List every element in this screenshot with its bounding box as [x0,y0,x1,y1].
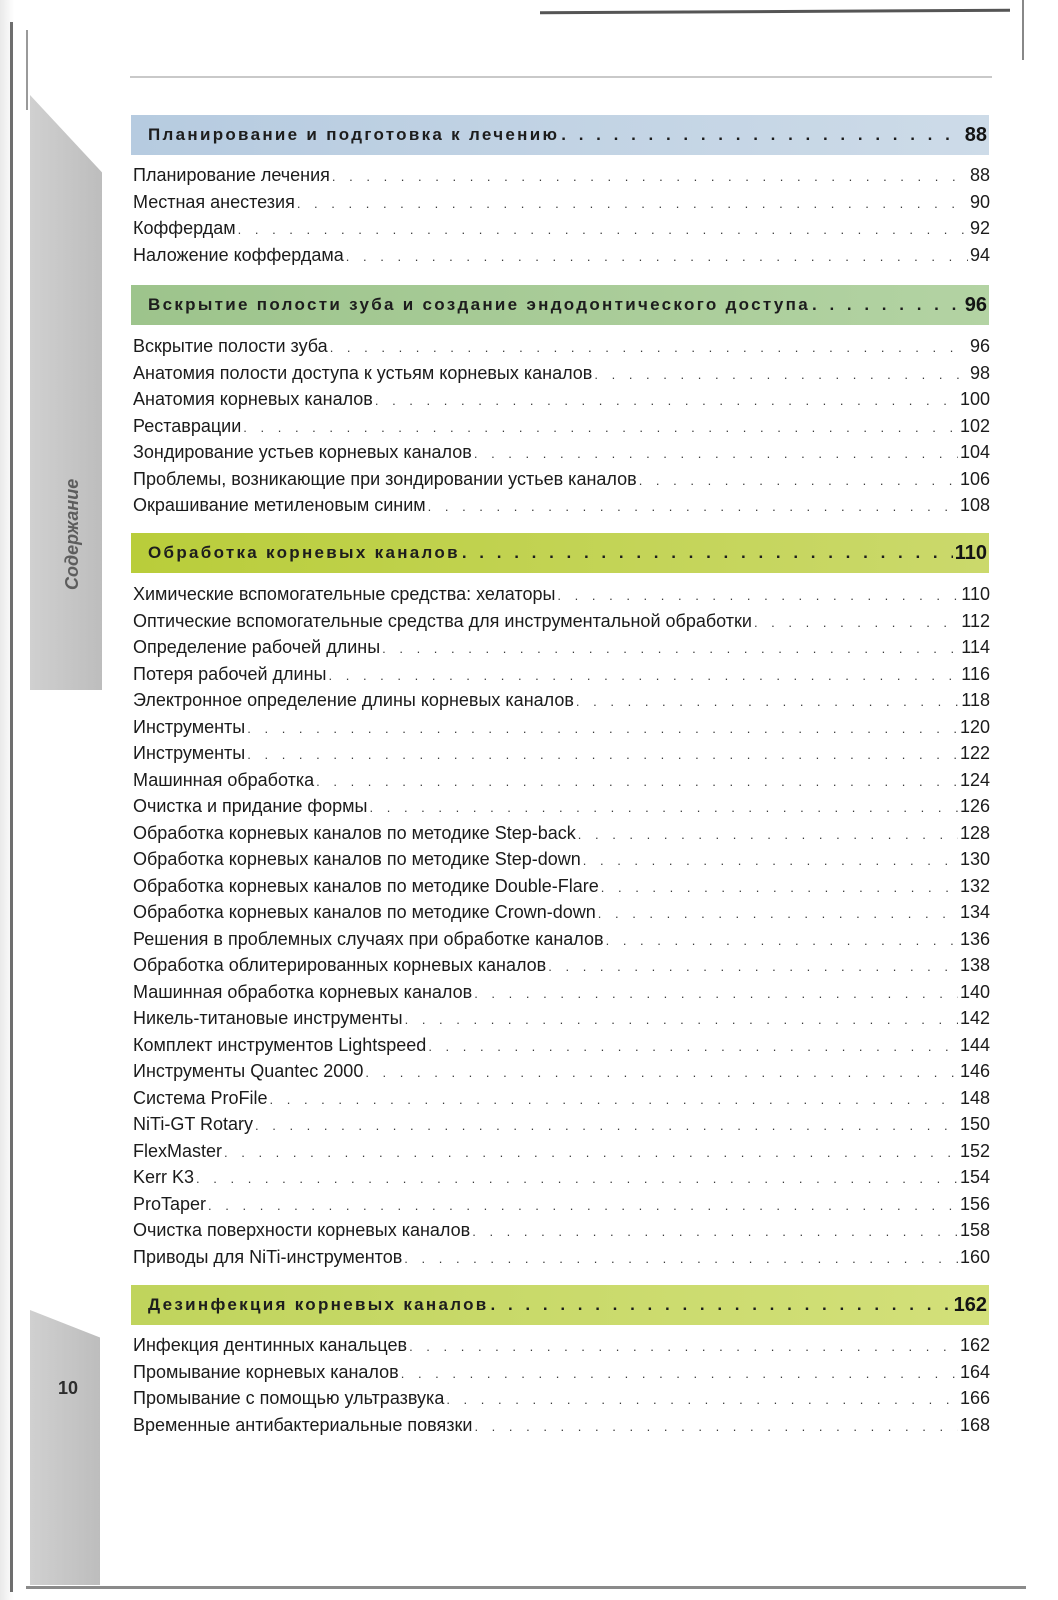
entry-page: 168 [959,1414,990,1435]
dot-leader [243,420,958,435]
toc-entry[interactable] [133,955,990,981]
entry-title: Оптические вспомогательные средства для инструментальной обработки [133,610,752,631]
entry-title: Машинная обработка корневых каналов [133,981,473,1002]
section-page: 110 [954,541,987,564]
dot-leader [330,340,968,355]
dot-leader [561,125,962,145]
toc-entry[interactable] [133,611,990,637]
toc-entry[interactable] [133,363,990,389]
dot-leader [446,1392,958,1407]
toc-entry[interactable] [133,584,990,610]
entry-title: Машинная обработка [133,769,315,790]
entry-title: Решения в проблемных случаях при обработке каналов [133,928,604,949]
toc-entry[interactable] [133,1088,990,1114]
dot-leader [208,1198,958,1213]
dot-leader [598,906,958,921]
entry-title: Kerr K3 [133,1167,195,1187]
entry-page: 118 [961,690,990,710]
dot-leader [365,1065,958,1080]
dot-leader [462,543,953,563]
entry-page: 92 [969,218,990,238]
entry-title: Обработка корневых каналов по методике Step-down [133,849,581,869]
dot-leader [428,499,958,514]
toc-entry[interactable] [133,876,990,902]
toc-entry[interactable] [133,218,990,244]
dot-leader [474,446,958,461]
section-header[interactable] [131,1285,989,1325]
dot-leader [474,986,958,1001]
entry-page: 96 [969,336,990,356]
toc-entry[interactable] [133,1035,990,1061]
section-page: 96 [964,293,987,316]
entry-title: Инструменты [133,716,246,737]
toc-entry[interactable] [133,664,990,690]
entry-title: Окрашивание метиленовым синим [133,495,426,515]
entry-title: Электронное определение длины корневых каналов [133,690,574,710]
dot-leader [578,827,958,842]
entry-page: 130 [959,849,990,869]
entry-title: Потеря рабочей длины [133,663,327,684]
entry-title: Система ProFile [133,1087,268,1108]
toc-entry[interactable] [133,717,990,743]
entry-title: Промывание корневых каналов [133,1361,399,1382]
entry-page: 138 [959,955,990,975]
dot-leader [606,933,958,948]
entry-title: Очистка и придание формы [133,796,368,816]
entry-title: Анатомия корневых каналов [133,389,373,409]
entry-title: Определение рабочей длины [133,637,381,657]
toc-entry[interactable] [133,245,990,271]
entry-title: Реставрации [133,415,242,436]
dot-leader [474,1419,958,1434]
dot-leader [812,295,963,315]
dot-leader [297,196,968,211]
toc-entry[interactable] [133,1061,990,1087]
toc-entry[interactable] [133,1220,990,1246]
entry-page: 88 [969,165,990,185]
toc-entry[interactable] [133,1415,990,1441]
dot-leader [247,747,958,762]
toc-entry[interactable] [133,336,990,362]
dot-leader [401,1366,958,1381]
entry-page: 90 [969,191,990,212]
entry-page: 162 [959,1335,990,1355]
entry-title: Проблемы, возникающие при зондировании устьев каналов [133,468,637,489]
entry-page: 98 [969,362,990,383]
sidebar-label: Содержание [62,478,82,590]
section-page: 88 [964,123,987,146]
entry-title: Очистка поверхности корневых каналов [133,1220,471,1240]
entry-title: Обработка корневых каналов по методике Double-Flare [133,875,599,896]
entry-page: 104 [959,442,990,462]
entry-page: 142 [959,1008,990,1028]
entry-title: NiTi-GT Rotary [133,1114,254,1134]
entry-title: Планирование лечения [133,165,330,185]
dot-leader [332,169,968,184]
toc-entry[interactable] [133,1362,990,1388]
entry-title: Химические вспомогательные средства: хелаторы [133,584,556,604]
entry-page: 132 [959,875,990,896]
entry-title: Анатомия полости доступа к устьям корневых каналов [133,362,593,383]
entry-page: 122 [959,743,990,763]
dot-leader [594,367,968,382]
dot-leader [270,1092,958,1107]
dot-leader [316,774,958,789]
dot-leader [255,1118,958,1133]
dot-leader [382,641,959,656]
toc-entry[interactable] [133,495,990,521]
page-number: 10 [58,1378,79,1398]
entry-page: 112 [961,610,990,631]
entry-page: 150 [959,1114,990,1134]
entry-page: 120 [959,716,990,737]
entry-page: 148 [959,1087,990,1108]
entry-title: Временные антибактериальные повязки [133,1414,473,1435]
toc-entry[interactable] [133,743,990,769]
entry-page: 158 [959,1220,990,1240]
entry-page: 166 [959,1388,990,1408]
dot-leader [583,853,958,868]
entry-page: 156 [959,1193,990,1214]
toc-entry[interactable] [133,165,990,191]
toc-entry[interactable] [133,1008,990,1034]
toc-entry[interactable] [133,1388,990,1414]
entry-page: 102 [959,415,990,436]
entry-title: Инфекция дентинных канальцев [133,1335,408,1355]
toc-entry[interactable] [133,1141,990,1167]
toc-entry[interactable] [133,469,990,495]
entry-title: Инструменты Quantec 2000 [133,1061,364,1081]
entry-page: 140 [959,981,990,1002]
entry-page: 152 [959,1140,990,1161]
toc-entry[interactable] [133,770,990,796]
section-page: 162 [953,1293,987,1316]
entry-page: 114 [961,637,990,657]
dot-leader [491,1295,952,1315]
dot-leader [754,615,959,630]
toc-entry[interactable] [133,929,990,955]
entry-page: 106 [959,468,990,489]
dot-leader [346,249,968,264]
entry-page: 164 [959,1361,990,1382]
toc-entry[interactable] [133,796,990,822]
entry-page: 126 [959,796,990,816]
entry-page: 108 [959,495,990,515]
dot-leader [196,1171,958,1186]
dot-leader [329,668,960,683]
entry-page: 160 [959,1246,990,1267]
entry-title: ProTaper [133,1193,207,1214]
toc-entry[interactable] [133,416,990,442]
entry-page: 144 [959,1034,990,1055]
toc-entry[interactable] [133,637,990,663]
entry-page: 128 [959,822,990,843]
toc-entry[interactable] [133,1114,990,1140]
dot-leader [370,800,958,815]
dot-leader [404,1251,958,1266]
entry-page: 154 [959,1167,990,1187]
entry-title: Наложение коффердама [133,244,344,265]
entry-page: 136 [959,928,990,949]
dot-leader [639,473,958,488]
toc-entry[interactable] [133,690,990,716]
dot-leader [601,880,958,895]
section-title: Планирование и подготовка к лечению [148,125,560,144]
dot-leader [428,1039,958,1054]
section-header[interactable] [131,285,989,325]
toc-entry[interactable] [133,1335,990,1361]
dot-leader [472,1224,958,1239]
entry-page: 134 [959,902,990,922]
entry-page: 100 [959,389,990,409]
dot-leader [548,959,958,974]
toc-entry[interactable] [133,823,990,849]
entry-title: Местная анестезия [133,191,295,212]
entry-page: 110 [961,584,990,604]
toc-entry[interactable] [133,1247,990,1273]
entry-page: 116 [961,663,990,684]
dot-leader [224,1145,958,1160]
dot-leader [375,393,958,408]
entry-title: Инструменты [133,743,246,763]
dot-leader [557,588,959,603]
entry-title: Вскрытие полости зуба [133,336,328,356]
toc-entry[interactable] [133,192,990,218]
dot-leader [405,1012,958,1027]
dot-leader [238,222,968,237]
entry-title: Обработка облитерированных корневых каналов [133,955,547,975]
section-title: Дезинфекция корневых каналов [148,1295,489,1314]
toc-entry[interactable] [133,982,990,1008]
entry-title: FlexMaster [133,1140,223,1161]
entry-title: Коффердам [133,218,236,238]
toc-entry[interactable] [133,442,990,468]
section-header[interactable] [131,115,989,155]
entry-title: Зондирование устьев корневых каналов [133,442,472,462]
entry-page: 124 [959,769,990,790]
toc-entry[interactable] [133,1167,990,1193]
entry-page: 146 [959,1061,990,1081]
toc-entry[interactable] [133,849,990,875]
section-header[interactable] [131,533,989,573]
entry-title: Никель-титановые инструменты [133,1008,403,1028]
toc-entry[interactable] [133,902,990,928]
entry-title: Обработка корневых каналов по методике Step-back [133,822,576,843]
dot-leader [247,721,958,736]
section-title: Вскрытие полости зуба и создание эндодонтического доступа [148,295,811,314]
dot-leader [409,1339,958,1354]
entry-page: 94 [969,244,990,265]
toc-entry[interactable] [133,389,990,415]
toc-entry[interactable] [133,1194,990,1220]
section-title: Обработка корневых каналов [148,543,460,562]
entry-title: Приводы для NiTi-инструментов [133,1246,403,1267]
entry-title: Промывание с помощью ультразвука [133,1388,445,1408]
dot-leader [576,694,959,709]
entry-title: Комплект инструментов Lightspeed [133,1034,427,1055]
entry-title: Обработка корневых каналов по методике Crown-down [133,902,596,922]
